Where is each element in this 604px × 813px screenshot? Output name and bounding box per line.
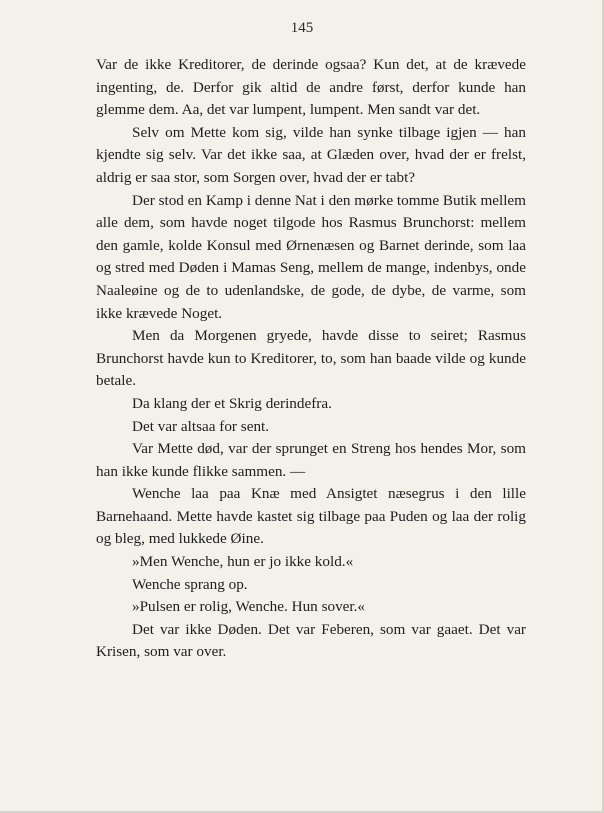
paragraph: Selv om Mette kom sig, vilde han synke tilbage igjen — han kjendte sig selv. Var det ikke saa, at Glæden over, hvad der er frelst, aldrig er saa stor, som Sorgen over, hvad der er tabt? [96,123,526,186]
paragraph: Var de ikke Kreditorer, de derinde ogsaa? Kun det, at de krævede ingenting, de. Derfor gik altid de andre først, derfor kunde han glemme dem. Aa, det var lumpent, lumpent. Men sandt var det. [96,56,526,119]
paragraph: »Pulsen er rolig, Wenche. Hun sover.« [132,598,366,616]
page-number: 145 [290,20,314,36]
paragraph: Var Mette død, var der sprunget en Streng hos hendes Mor, som han ikke kunde flikke sammen. — [96,440,526,480]
paragraph: Wenche sprang op. [132,575,248,593]
paragraph: Men da Morgenen gryede, havde disse to seiret; Rasmus Brunchorst havde kun to Kreditorer, to, som han baade vilde og kunde betale. [96,327,526,390]
paragraph: Det var ikke Døden. Det var Feberen, som var gaaet. Det var Krisen, som var over. [96,620,526,661]
paragraph: Da klang der et Skrig derindefra. [132,394,332,412]
paragraph: Der stod en Kamp i denne Nat i den mørke tomme Butik mellem alle dem, som havde noget tilgode hos Rasmus Brunchorst: mellem den gamle, kolde Konsul med Ørnenæsen og Barnet derinde, som laa og stred med Døden i Mamas Seng, mellem de mange, indenbys, onde Naaleøine og de to udenlandske, de gode, de dybe, de varme, som ikke krævede Noget. [96,191,526,322]
paragraph: Wenche laa paa Knæ med Ansigtet næsegrus i den lille Barnehaand. Mette havde kastet sig tilbage paa Puden og laa der rolig og bleg, med lukkede Øine. [96,485,526,548]
body-text [96,54,526,664]
paragraph: Det var altsaa for sent. [132,417,270,435]
paragraph: »Men Wenche, hun er jo ikke kold.« [132,553,354,571]
